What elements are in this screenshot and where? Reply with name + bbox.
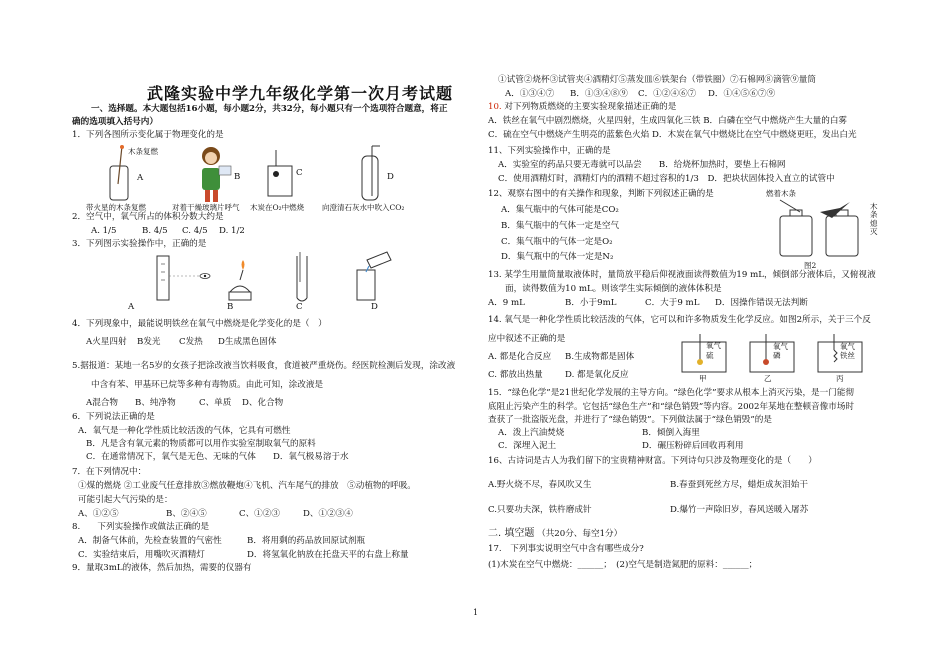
q12-figure: [770, 198, 870, 260]
q14-fig-inner-5: 氧气: [840, 342, 855, 351]
page-title: 武隆实验中学九年级化学第一次月考试题: [147, 84, 454, 103]
q4-option-a: A火星四射: [86, 337, 127, 347]
q14-line2: 应中叙述不正确的是: [488, 334, 566, 344]
q8-stem: 8. 下列实验操作或做法正确的是: [72, 522, 210, 532]
q9-items: ①试管②烧杯③试管夹④酒精灯⑤蒸发皿⑥铁架台（带铁圈）⑦石棉网⑧滴管⑨量筒: [498, 75, 816, 85]
q3-label-b: B: [227, 302, 234, 312]
q2-option-b: B. 4/5: [142, 226, 168, 236]
q12-stem: 12、观察右图中的有关操作和现象，判断下列叙述正确的是: [488, 189, 714, 199]
q1-figure-d: [350, 144, 390, 206]
q8-option-d: D．将氢氧化钠放在托盘天平的右盘上称量: [247, 550, 409, 560]
q15-option-b: B．倾倒入海里: [642, 428, 700, 438]
q16-option-d: D.爆竹一声除旧岁，春风送暖入屠苏: [670, 505, 809, 515]
q7-option-c: C、①②③: [239, 509, 280, 519]
q12-option-d: D．集气瓶中的气体一定是N₂: [501, 252, 614, 262]
q17-line: (1)木炭在空气中燃烧：______； (2)空气是制造氮肥的原料：______；: [488, 560, 758, 570]
q15-option-d: D．碾压粉碎后回收再利用: [642, 441, 744, 451]
q1-caption-b: 对着干燥玻璃片呼气: [172, 203, 240, 212]
q9-stem: 9．量取3mL的液体，然后加热，需要的仪器有: [72, 563, 252, 573]
q14-option-a: A. 都是化合反应: [488, 352, 552, 362]
q1-figure-a-note: 木条复燃: [128, 147, 158, 156]
q4-stem: 4．下列现象中，最能说明铁丝在氧气中燃烧是化学变化的是（ ）: [72, 319, 327, 329]
q1-label-a: A: [137, 173, 144, 183]
q15-line3: 查获了一批盗版光盘，并进行了“绿色销毁”。下列做法属于“绿色销毁”的是: [488, 415, 772, 425]
q2-option-d: D. 1/2: [219, 226, 245, 236]
q11-stem: 11、下列实验操作中，正确的是: [488, 146, 611, 156]
q10-stem-text: 对下列物质燃烧的主要实验现象描述正确的是: [504, 102, 677, 112]
q2-option-c: C. 4/5: [182, 226, 208, 236]
q14-option-d: D. 都是氧化反应: [565, 370, 629, 380]
q11-line1: A．实验室的药品只要无毒就可以品尝 B．给烧杯加热时，要垫上石棉网: [498, 160, 786, 170]
q13-line1: 13. 某学生用量筒量取液体时，量筒放平稳后仰视液面读得数值为19 mL，倾倒部分液体后，又俯视液: [488, 270, 876, 280]
q13-line2: 面，读得数值为10 mL。则该学生实际倾倒的液体体积是: [505, 284, 722, 294]
q8-option-a: A．制备气体前，先检查装置的气密性: [78, 536, 222, 546]
q2-option-a: A. 1/5: [91, 226, 117, 236]
q6-option-a: A．氧气是一种化学性质比较活泼的气体，它具有可燃性: [78, 426, 291, 436]
q15-line1: 15．“绿色化学”是21世纪化学发展的主导方向。“绿色化学”要求从根本上消灭污染，是一门能彻: [488, 388, 855, 398]
q2-stem: 2．空气中，氧气所占的体积分数大约是: [72, 212, 224, 222]
q6-stem: 6．下列说法正确的是: [72, 412, 155, 422]
section2-note: （共20分、每空1分）: [537, 529, 623, 539]
q16-option-b: B.春蚕到死丝方尽，蜡炬成灰泪始干: [670, 480, 808, 490]
q14-fig-label-jia: 甲: [699, 374, 707, 383]
q16-option-a: A.野火烧不尽，春风吹又生: [488, 480, 592, 490]
q6-option-b: B．凡是含有氧元素的物质都可以用作实验室制取氧气的原料: [86, 439, 316, 449]
q1-label-d: D: [387, 172, 394, 182]
q10-line1: A．铁丝在氧气中剧烈燃烧，火星四射，生成四氧化三铁 B．白磷在空气中燃烧产生大量的白雾: [488, 116, 848, 126]
section1-heading-cont: 确的选项填入括号内）: [72, 117, 158, 127]
q7-option-b: B、②④⑤: [166, 509, 207, 519]
q14-fig-inner-2: 硫: [706, 351, 714, 360]
q8-option-b: B．将用剩的药品放回原试剂瓶: [247, 536, 366, 546]
q14-fig-label-yi: 乙: [764, 374, 772, 383]
q1-figure-b: [185, 144, 240, 206]
q13-option-a: A．9 mL: [488, 298, 525, 308]
q15-option-a: A．泼上汽油焚烧: [498, 428, 565, 438]
q9-option-c: C．①②④⑥⑦: [638, 89, 697, 99]
q7-option-d: D、①②③④: [303, 509, 353, 519]
q12-option-a: A．集气瓶中的气体可能是CO₂: [501, 205, 619, 215]
q1-label-c: C: [296, 168, 303, 178]
q14-fig-inner-1: 氧气: [706, 341, 721, 350]
q9-option-b: B．①③④⑧⑨: [570, 89, 628, 99]
q12-fig-label-2: 木条熄灭: [870, 202, 878, 236]
q1-label-b: B: [234, 172, 241, 182]
q11-line2: C．使用酒精灯时，酒精灯内的酒精不超过容积的1/3 D．把块状固体投入直立的试管中: [498, 174, 835, 184]
q10-stem: [488, 102, 676, 113]
section1-heading: 一、选择题。本大题包括16小题，每小题2分，共32分，每小题只有一个选项符合题意，将正: [91, 104, 448, 114]
q10-line2: C．硫在空气中燃烧产生明亮的蓝紫色火焰 D．木炭在氧气中燃烧比在空气中燃烧更旺，发出白光: [488, 130, 857, 140]
q5-option-c: C、单质: [199, 398, 232, 408]
q1-caption-d: 向澄清石灰水中吹入CO₂: [322, 203, 405, 212]
q13-option-c: C．大于9 mL: [645, 298, 700, 308]
q3-label-d: D: [371, 302, 378, 312]
page-number: 1: [473, 608, 479, 617]
q15-option-c: C．深埋入泥土: [498, 441, 557, 451]
q6-option-d: D．氧气极易溶于水: [273, 452, 349, 462]
q14-fig-inner-6: 铁丝: [840, 351, 855, 360]
q10-number: 10.: [488, 102, 502, 112]
q12-fig-caption: 图2: [804, 261, 817, 270]
q1-caption-a: 带火星的木条复燃: [86, 203, 146, 212]
q9-option-d: D．①④⑤⑥⑦⑨: [708, 89, 776, 99]
q12-option-c: C．集气瓶中的气体一定是O₂: [501, 237, 613, 247]
q13-option-d: D．因操作错误无法判断: [715, 298, 808, 308]
q5-option-a: A混合物: [86, 398, 118, 408]
q7-option-a: A、①②⑤: [78, 509, 119, 519]
q3-label-c: C: [296, 302, 303, 312]
q5-option-d: D、化合物: [242, 398, 284, 408]
q14-option-c: C. 都放出热量: [488, 370, 543, 380]
q7-stem: 7．在下列情况中：: [72, 467, 147, 477]
q17-stem: 17. 下列事实说明空气中含有哪些成分?: [488, 544, 644, 554]
q14-fig-inner-4: 磷: [773, 351, 781, 360]
section2-heading-row: [488, 528, 622, 541]
q15-line2: 底阻止污染产生的科学。它包括“绿色生产”和“绿色销毁”等内容。2002年某地在整顿音像市场时: [488, 402, 855, 412]
q4-option-d: D生成黑色固体: [218, 337, 277, 347]
q13-option-b: B．小于9mL: [565, 298, 617, 308]
q14-fig-inner-3: 氧气: [773, 342, 788, 351]
q7-line2: 可能引起大气污染的是：: [78, 495, 173, 505]
q6-option-c: C．在通常情况下，氧气是无色、无味的气体: [86, 452, 256, 462]
q3-stem: 3．下列图示实验操作中，正确的是: [72, 239, 207, 249]
q14-line1: 14. 氧气是一种化学性质比较活泼的气体，它可以和许多物质发生化学反应。如图2所示，关于三个反: [488, 315, 871, 325]
q4-option-b: B发光: [137, 337, 161, 347]
q5-line1: 5.据报道：某地一名5岁的女孩子把涂改液当饮料吸食，食道被严重烧伤。经医院检测后发现，涂改液: [72, 361, 456, 371]
section2-heading: 二. 填空题: [488, 528, 535, 539]
q16-option-c: C.只要功夫深，铁杵磨成针: [488, 505, 592, 515]
q7-line1: ①煤的燃烧 ②工业废气任意排放③燃放鞭炮④飞机、汽车尾气的排放 ⑤动植物的呼吸。: [78, 481, 416, 491]
q4-option-c: C发热: [179, 337, 203, 347]
q5-option-b: B、纯净物: [135, 398, 176, 408]
q14-fig-label-bing: 丙: [836, 374, 844, 383]
q3-label-a: A: [128, 302, 135, 312]
q1-caption-c: 木炭在O₂中燃烧: [250, 203, 305, 212]
q12-option-b: B．集气瓶中的气体一定是空气: [501, 221, 620, 231]
q16-stem: 16、古诗词是古人为我们留下的宝贵精神财富。下列诗句只涉及物理变化的是（ ）: [488, 456, 817, 466]
q14-option-b: B.生成物都是固体: [565, 352, 635, 362]
q5-line2: 中含有苯、甲基环已烷等多种有毒物质。由此可知，涂改液是: [91, 380, 324, 390]
q8-option-c: C．实验结束后，用嘴吹灭酒精灯: [78, 550, 205, 560]
q12-fig-label-1: 燃着木条: [766, 189, 796, 198]
q1-stem: 1．下列各图所示变化属于物理变化的是: [72, 130, 224, 140]
q3-figures: [135, 252, 395, 304]
q9-option-a: A．①③④⑦: [505, 89, 555, 99]
